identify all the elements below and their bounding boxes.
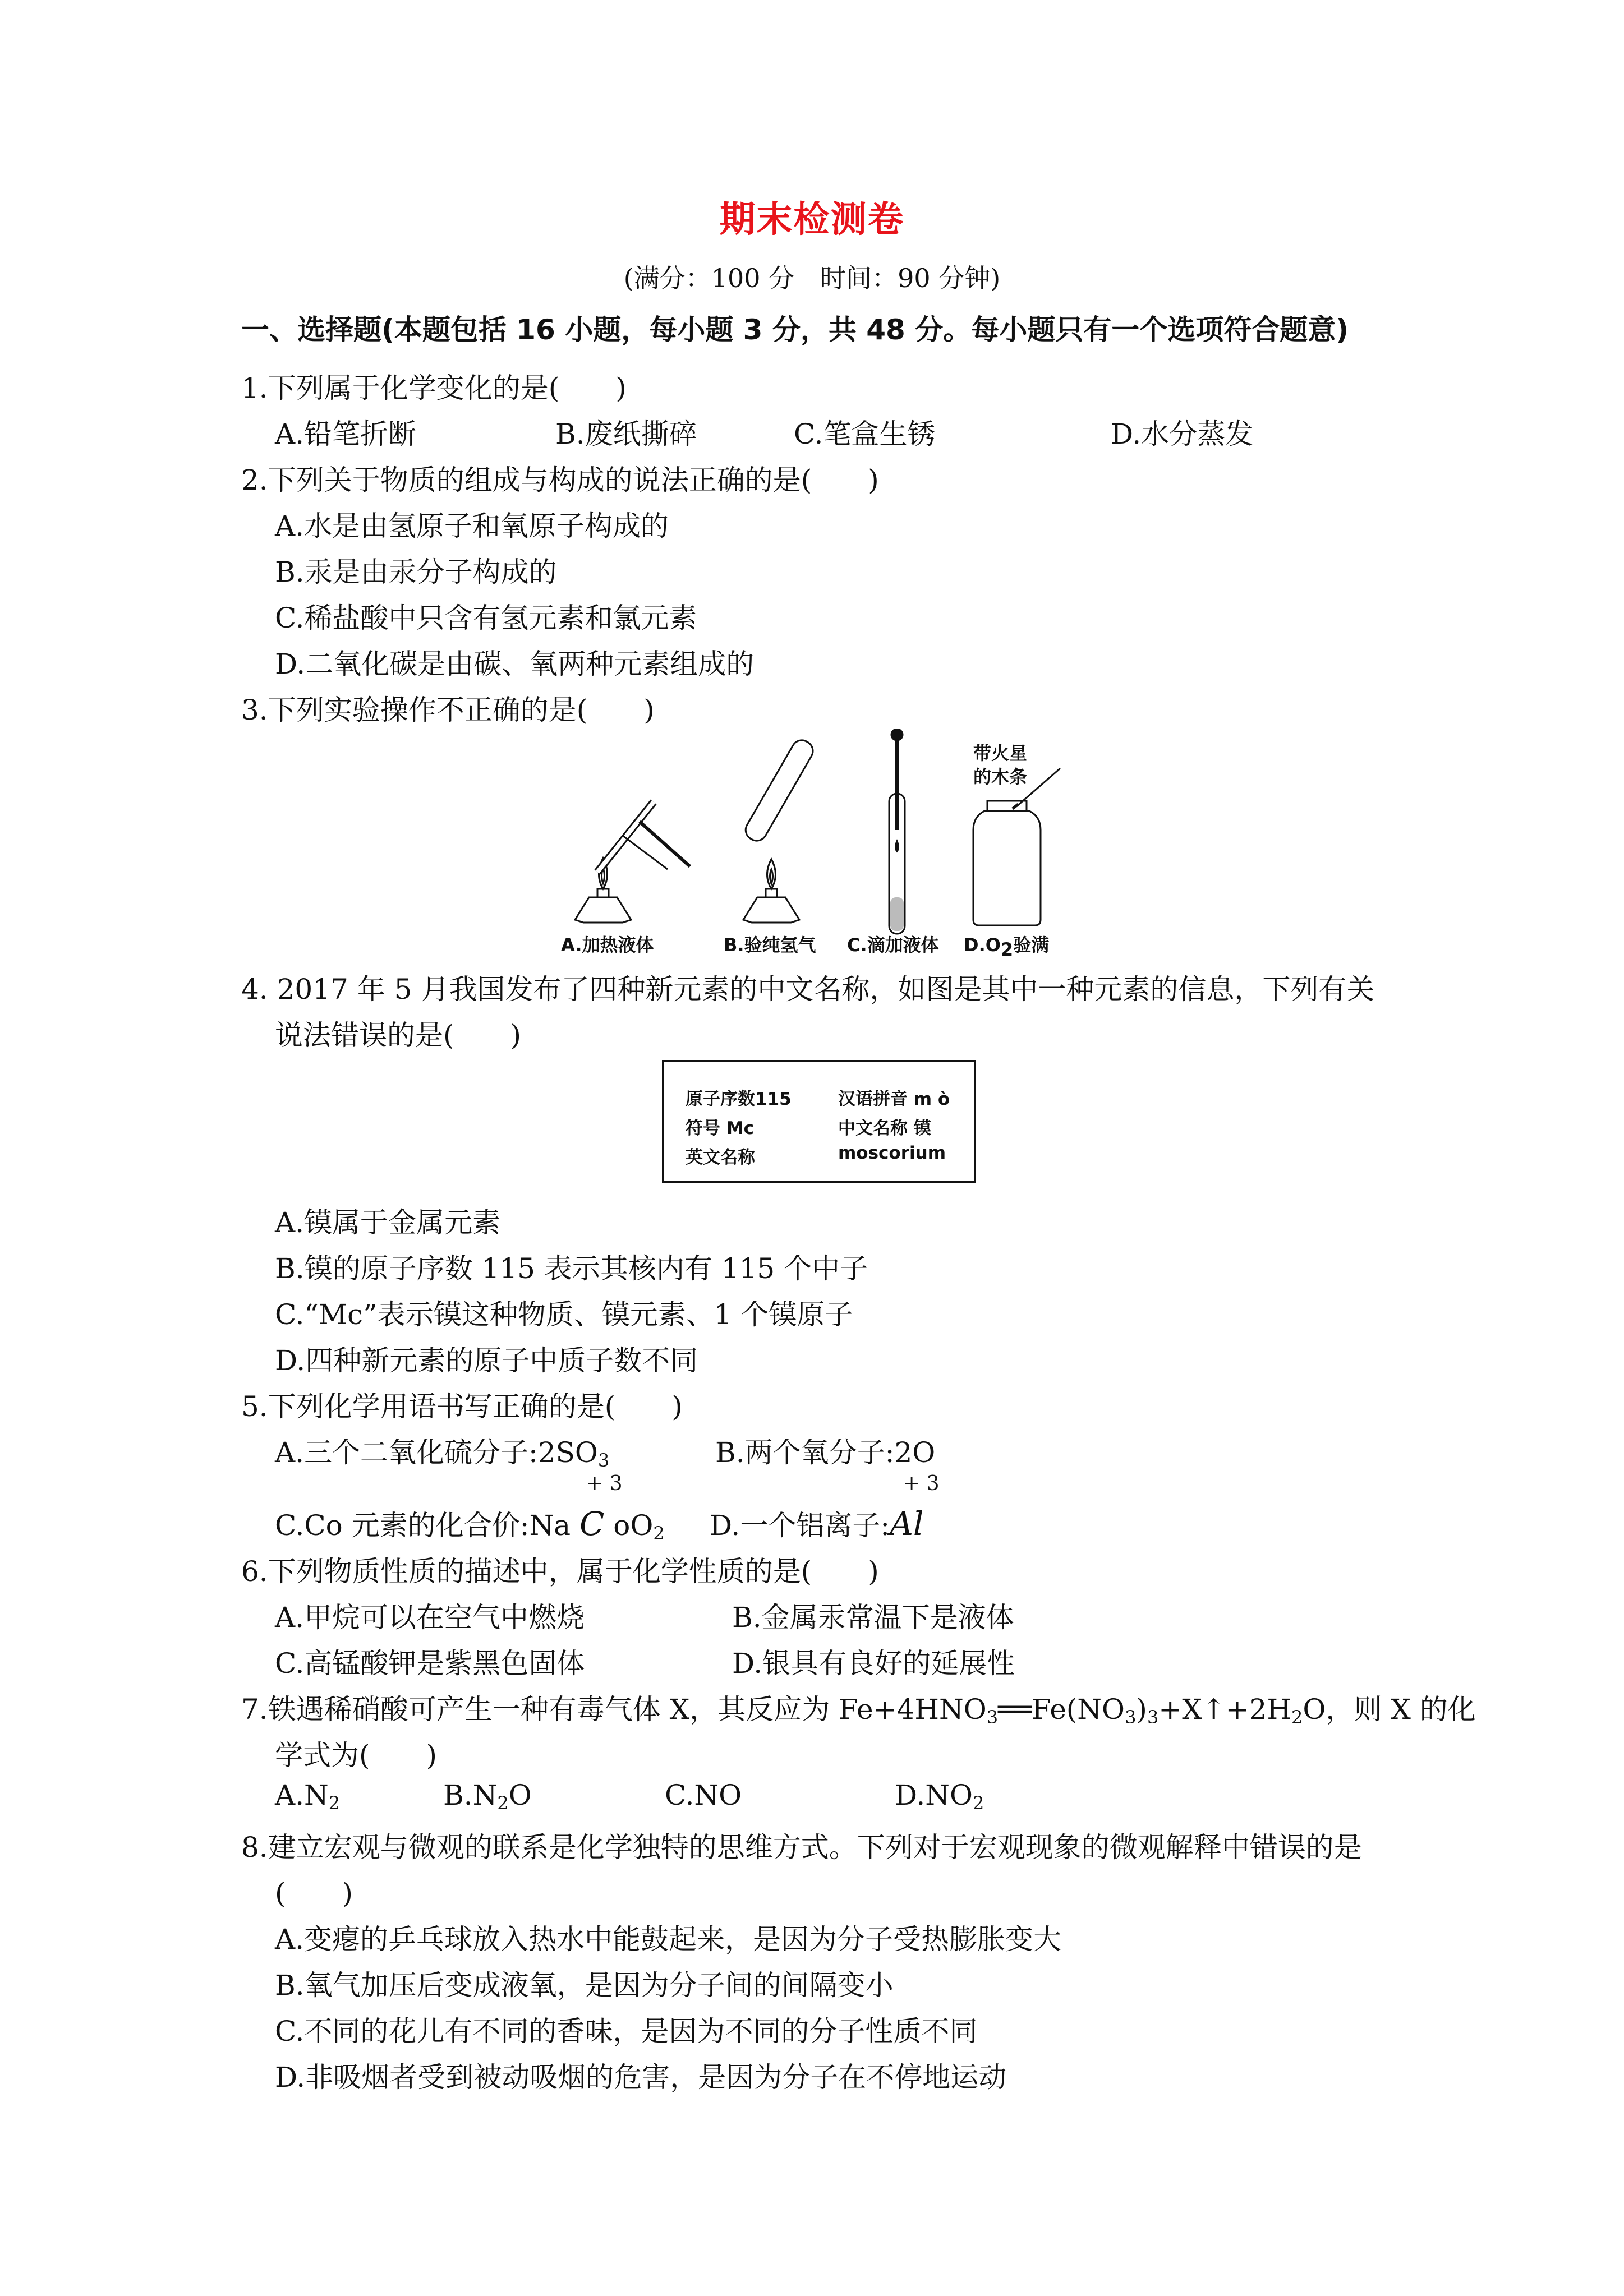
exam-info: (满分：100 分 时间：90 分钟) [623, 263, 1001, 293]
figure-a-heating-liquid [575, 802, 690, 923]
question-4-stem-line2: 说法错误的是( ) [275, 1019, 522, 1052]
question-6-stem: 6.下列物质性质的描述中，属于化学性质的是( ) [241, 1555, 879, 1588]
figure-label-line1: 带火星 [973, 743, 1028, 764]
question-8-stem-line2: ( ) [275, 1877, 353, 1910]
q1-option-d: D.水分蒸发 [1111, 418, 1254, 450]
element-symbol: 符号 Mc [686, 1118, 755, 1138]
figure-caption-a: A.加热液体 [561, 934, 654, 956]
q2-option-c: C.稀盐酸中只含有氢元素和氯元素 [275, 602, 697, 634]
q4-option-b: B.镆的原子序数 115 表示其核内有 115 个中子 [275, 1252, 868, 1285]
chinese-name: 中文名称 镆 [838, 1118, 931, 1138]
q8-option-d: D.非吸烟者受到被动吸烟的危害，是因为分子在不停地运动 [275, 2061, 1007, 2094]
figure-label-line2: 的木条 [973, 766, 1028, 787]
q6-option-b: B.金属汞常温下是液体 [732, 1601, 1014, 1634]
q2-option-a: A.水是由氢原子和氧原子构成的 [275, 510, 669, 542]
element-info-box [662, 1060, 976, 1183]
q6-option-a: A.甲烷可以在空气中燃烧 [275, 1601, 585, 1634]
q6-option-d: D.银具有良好的延展性 [732, 1647, 1015, 1680]
figure-caption-b: B.验纯氢气 [724, 934, 816, 956]
question-1-stem: 1.下列属于化学变化的是( ) [241, 372, 627, 404]
q1-option-a: A.铅笔折断 [275, 418, 417, 450]
q5-option-b: B.两个氧分子:2O [715, 1436, 936, 1469]
q6-option-c: C.高锰酸钾是紫黑色固体 [275, 1647, 585, 1680]
q7-option-a: $A.N_2$ [275, 1779, 341, 1814]
question-8-stem-line1: 8.建立宏观与微观的联系是化学独特的思维方式。下列对于宏观现象的微观解释中错误的是 [241, 1831, 1362, 1864]
figure-b-hydrogen-purity [742, 736, 817, 923]
q5-option-d: D.一个铝离子:Al [710, 1505, 924, 1543]
q8-option-a: A.变瘪的乒乓球放入热水中能鼓起来，是因为分子受热膨胀变大 [275, 1923, 1062, 1956]
figure-caption-d: $D.O_2$验满 [964, 934, 1050, 960]
q8-option-b: B.氧气加压后变成液氧，是因为分子间的间隔变小 [275, 1969, 894, 2002]
question-2-stem: 2.下列关于物质的组成与构成的说法正确的是( ) [241, 464, 879, 496]
q5-option-c: C.Co 元素的化合价:Na C $oO_2$ [275, 1505, 665, 1544]
q5-option-a: A.三个二氧化硫分子$:2SO_3$ [275, 1436, 610, 1471]
section-heading: 一、选择题(本题包括 16 小题，每小题 3 分，共 48 分。每小题只有一个选项符合题意) [241, 313, 1349, 346]
q7-option-d: $D.NO_2$ [895, 1779, 984, 1814]
al-valence-mark: + 3 [903, 1472, 940, 1495]
q7-option-b: $B.N_2O$ [443, 1779, 532, 1814]
q1-option-c: C.笔盒生锈 [794, 418, 936, 450]
english-name: moscorium [838, 1143, 946, 1163]
q4-option-d: D.四种新元素的原子中质子数不同 [275, 1344, 698, 1377]
question-7-stem-line2: 学式为( ) [275, 1739, 438, 1772]
q7-option-c: C.NO [665, 1779, 742, 1811]
question-4-stem-line1: 4. 2017 年 5 月我国发布了四种新元素的中文名称，如图是其中一种元素的信息，下列有关 [241, 973, 1375, 1006]
figure-d-oxygen-test [973, 768, 1060, 925]
c-valence-mark: + 3 [586, 1472, 623, 1495]
pinyin: 汉语拼音 m ò [838, 1089, 950, 1109]
english-name-label: 英文名称 [686, 1147, 755, 1168]
page-title: 期末检测卷 [719, 199, 905, 241]
atomic-number: 原子序数115 [686, 1089, 792, 1109]
q4-option-c: C.“Mc”表示镆这种物质、镆元素、1 个镆原子 [275, 1298, 853, 1331]
question-5-stem: 5.下列化学用语书写正确的是( ) [241, 1390, 683, 1423]
q2-option-d: D.二氧化碳是由碳、氧两种元素组成的 [275, 648, 755, 680]
question-3-stem: 3.下列实验操作不正确的是( ) [241, 694, 655, 726]
figure-caption-c: C.滴加液体 [847, 934, 939, 956]
q2-option-b: B.汞是由汞分子构成的 [275, 556, 557, 588]
question-7-stem-line1: 7.铁遇稀硝酸可产生一种有毒气体 X，其反应为 $Fe+4HNO_3══Fe(NO_3)_3+X↑+2H_2O$，则 X 的化 [241, 1693, 1476, 1728]
q8-option-c: C.不同的花儿有不同的香味，是因为不同的分子性质不同 [275, 2015, 978, 2048]
figure-c-dropping-liquid [889, 729, 905, 934]
q4-option-a: A.镆属于金属元素 [275, 1206, 501, 1239]
q1-option-b: B.废纸撕碎 [555, 418, 697, 450]
